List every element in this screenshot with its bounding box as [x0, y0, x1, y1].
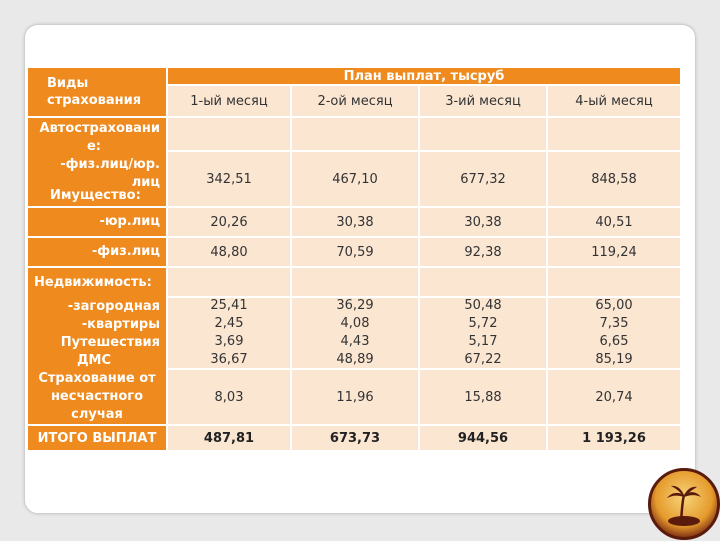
total-value-2 [292, 426, 418, 450]
private-value-4 [548, 238, 680, 266]
month-2-header [292, 86, 418, 116]
auto-value-3 [420, 152, 546, 206]
multi-4-2: 7,35 [599, 316, 629, 331]
multi-1-3: 3,69 [214, 334, 244, 349]
auto-spacer-1 [168, 118, 290, 150]
plan-header [168, 68, 680, 84]
auto-value-2-text: 467,10 [332, 171, 378, 187]
legal-value-4-text: 40,51 [595, 214, 633, 230]
auto-spacer-4 [548, 118, 680, 150]
total-value-4-text: 1 193,26 [582, 430, 646, 446]
multi-2-2: 4,08 [340, 316, 370, 331]
private-value-3 [420, 238, 546, 266]
total-value-3-text: 944,56 [457, 430, 509, 446]
multi-1-1: 25,41 [210, 298, 248, 313]
total-value-1-text: 487,81 [203, 430, 255, 446]
total-value-1 [168, 426, 290, 450]
label-auto-line4: лиц [131, 175, 160, 190]
row-header [28, 68, 166, 116]
multi-4-4: 85,19 [595, 352, 633, 367]
label-multi-2: -квартиры [81, 317, 160, 332]
multi-4-1: 65,00 [595, 298, 633, 313]
accident-value-4 [548, 370, 680, 424]
label-auto-line2: е: [86, 139, 101, 154]
total-value-3 [420, 426, 546, 450]
label-auto-line1: Автостраховани [39, 121, 160, 136]
label-accident-2: несчастного [50, 389, 144, 404]
private-value-2 [292, 238, 418, 266]
row-header-text: Виды страхования [47, 76, 142, 108]
multi-4-3: 6,65 [599, 334, 629, 349]
auto-value-3-text: 677,32 [460, 171, 506, 187]
legal-value-3 [420, 208, 546, 236]
multi-3-2: 5,72 [468, 316, 498, 331]
auto-spacer-3 [420, 118, 546, 150]
multi-2-1: 36,29 [336, 298, 374, 313]
accident-value-1 [168, 370, 290, 424]
multi-2-4: 48,89 [336, 352, 374, 367]
label-property [50, 188, 170, 208]
multi-1-2: 2,45 [214, 316, 244, 331]
palm-island-logo-icon [648, 468, 720, 540]
accident-value-2 [292, 370, 418, 424]
accident-value-1-text: 8,03 [214, 389, 244, 405]
accident-value-2-text: 11,96 [336, 389, 374, 405]
multi-3-4: 67,22 [464, 352, 502, 367]
private-value-1 [168, 238, 290, 266]
label-multi-4: ДМС [76, 353, 112, 368]
label-accident-1: Страхование от [38, 371, 156, 386]
legal-value-3-text: 30,38 [464, 214, 502, 230]
total-value-2-text: 673,73 [329, 430, 381, 446]
month-3-text: 3-ий месяц [445, 93, 521, 109]
label-multi [28, 298, 166, 370]
multi-col-4 [548, 298, 680, 368]
label-property-legal-text: -юр.лиц [99, 214, 160, 229]
month-3-header [420, 86, 546, 116]
label-multi-1: -загородная [67, 299, 160, 314]
accident-value-3 [420, 370, 546, 424]
realty-spacer-3 [420, 268, 546, 296]
multi-col-3 [420, 298, 546, 368]
legal-value-2 [292, 208, 418, 236]
legal-value-1-text: 20,26 [210, 214, 248, 230]
label-property-private [28, 238, 166, 266]
auto-value-4 [548, 152, 680, 206]
auto-value-1-text: 342,51 [206, 171, 252, 187]
label-multi-3: Путешествия [60, 335, 160, 350]
legal-value-2-text: 30,38 [336, 214, 374, 230]
multi-3-1: 50,48 [464, 298, 502, 313]
accident-value-3-text: 15,88 [464, 389, 502, 405]
legal-value-1 [168, 208, 290, 236]
auto-value-1 [168, 152, 290, 206]
label-property-legal [28, 208, 166, 236]
private-value-3-text: 92,38 [464, 244, 502, 260]
label-total [28, 426, 166, 450]
month-2-text: 2-ой месяц [317, 93, 393, 109]
private-value-4-text: 119,24 [591, 244, 637, 260]
month-4-header [548, 86, 680, 116]
private-value-1-text: 48,80 [210, 244, 248, 260]
label-property-private-text: -физ.лиц [91, 244, 160, 259]
legal-value-4 [548, 208, 680, 236]
label-realty-text: Недвижимость: [34, 275, 152, 290]
auto-spacer-2 [292, 118, 418, 150]
realty-spacer-2 [292, 268, 418, 296]
accident-value-4-text: 20,74 [595, 389, 633, 405]
total-value-4 [548, 426, 680, 450]
label-accident-3: случая [71, 407, 123, 422]
private-value-2-text: 70,59 [336, 244, 374, 260]
month-1-header [168, 86, 290, 116]
plan-header-text: План выплат, тысруб [343, 68, 505, 84]
label-auto-line3: -физ.лиц/юр. [60, 157, 160, 172]
label-realty [28, 268, 166, 298]
multi-3-3: 5,17 [468, 334, 498, 349]
label-property-text: Имущество: [50, 188, 141, 203]
multi-col-2 [292, 298, 418, 368]
multi-1-4: 36,67 [210, 352, 248, 367]
realty-spacer-1 [168, 268, 290, 296]
multi-2-3: 4,43 [340, 334, 370, 349]
realty-spacer-4 [548, 268, 680, 296]
auto-value-2 [292, 152, 418, 206]
auto-value-4-text: 848,58 [591, 171, 637, 187]
month-1-text: 1-ый месяц [190, 93, 268, 109]
label-accident [28, 370, 166, 424]
multi-col-1 [168, 298, 290, 368]
label-total-text: ИТОГО ВЫПЛАТ [37, 430, 157, 446]
palm-island-logo-svg [651, 471, 717, 537]
month-4-text: 4-ый месяц [575, 93, 653, 109]
